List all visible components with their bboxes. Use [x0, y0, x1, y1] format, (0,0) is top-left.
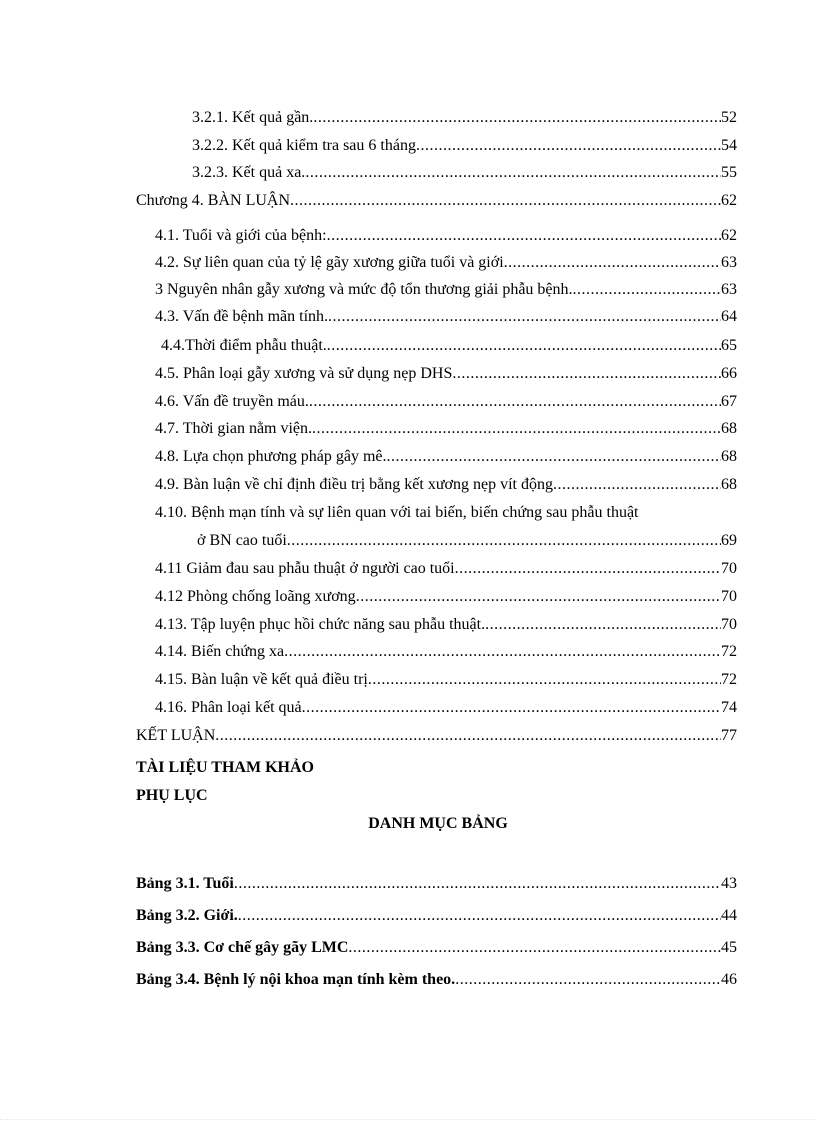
- toc-entry: 4.13. Tập luyện phục hồi chức năng sau phẫu thuật. ..... 70: [155, 615, 737, 635]
- table-entry: Bảng 3.4. Bệnh lý nội khoa mạn tính kèm theo. ..... 46: [136, 970, 737, 990]
- tables-list-heading: DANH MỤC BẢNG: [368, 815, 508, 832]
- table-entry: Bảng 3.1. Tuổi ..... 43: [136, 874, 737, 894]
- toc-entry: 3.2.3. Kết quả xa. ..... 55: [192, 163, 737, 183]
- toc-entry: 4.5. Phân loại gẫy xương và sử dụng nẹp DHS ..... 66: [155, 364, 737, 384]
- toc-entry: ở BN cao tuổi ..... 69: [197, 531, 737, 551]
- toc-entry: 4.12 Phòng chống loãng xương ..... 70: [155, 587, 737, 607]
- toc-entry: 4.3. Vấn đề bệnh mãn tính. ..... 64: [155, 307, 737, 327]
- references-heading: TÀI LIỆU THAM KHẢO: [136, 759, 314, 776]
- toc-entry: 4.2. Sự liên quan của tỷ lệ gãy xương giữa tuổi và giới ..... 63: [155, 253, 737, 273]
- toc-entry: 4.4.Thời điểm phẫu thuật. ..... 65: [161, 336, 737, 356]
- toc-entry: 4.7. Thời gian nằm viện. ..... 68: [155, 419, 737, 439]
- toc-entry: 4.11 Giảm đau sau phẫu thuật ở người cao tuổi ..... 70: [155, 559, 737, 579]
- toc-entry: 4.1. Tuổi và giới của bệnh: ..... 62: [155, 226, 737, 246]
- toc-entry-line1: 4.10. Bệnh mạn tính và sự liên quan với tai biến, biến chứng sau phẫu thuật: [155, 504, 639, 521]
- toc-entry: 4.6. Vấn đề truyền máu. ..... 67: [155, 392, 737, 412]
- toc-entry: 4.15. Bàn luận về kết quả điều trị ..... 72: [155, 670, 737, 690]
- toc-entry: 3.2.2. Kết quả kiểm tra sau 6 tháng ..... 54: [192, 136, 737, 156]
- toc-entry: 4.8. Lựa chọn phương pháp gây mê. ..... 68: [155, 447, 737, 467]
- table-entry: Bảng 3.2. Giới. ..... 44: [136, 906, 737, 926]
- toc-entry: 3.2.1. Kết quả gần. ..... 52: [192, 108, 737, 128]
- toc-entry: 4.9. Bàn luận về chỉ định điều trị bằng kết xương nẹp vít động ..... 68: [155, 475, 737, 495]
- table-entry: Bảng 3.3. Cơ chế gây gãy LMC ..... 45: [136, 938, 737, 958]
- page-bottom-divider: [0, 1119, 816, 1120]
- toc-entry: 3 Nguyên nhân gẫy xương và mức độ tổn thương giải phẫu bệnh. ..... 63: [155, 280, 737, 300]
- toc-entry: KẾT LUẬN ..... 77: [136, 726, 737, 746]
- toc-entry: Chương 4. BÀN LUẬN ..... 62: [136, 191, 737, 211]
- toc-entry: 4.16. Phân loại kết quả ..... 74: [155, 698, 737, 718]
- toc-entry: 4.14. Biến chứng xa ..... 72: [155, 642, 737, 662]
- appendix-heading: PHỤ LỤC: [136, 787, 208, 804]
